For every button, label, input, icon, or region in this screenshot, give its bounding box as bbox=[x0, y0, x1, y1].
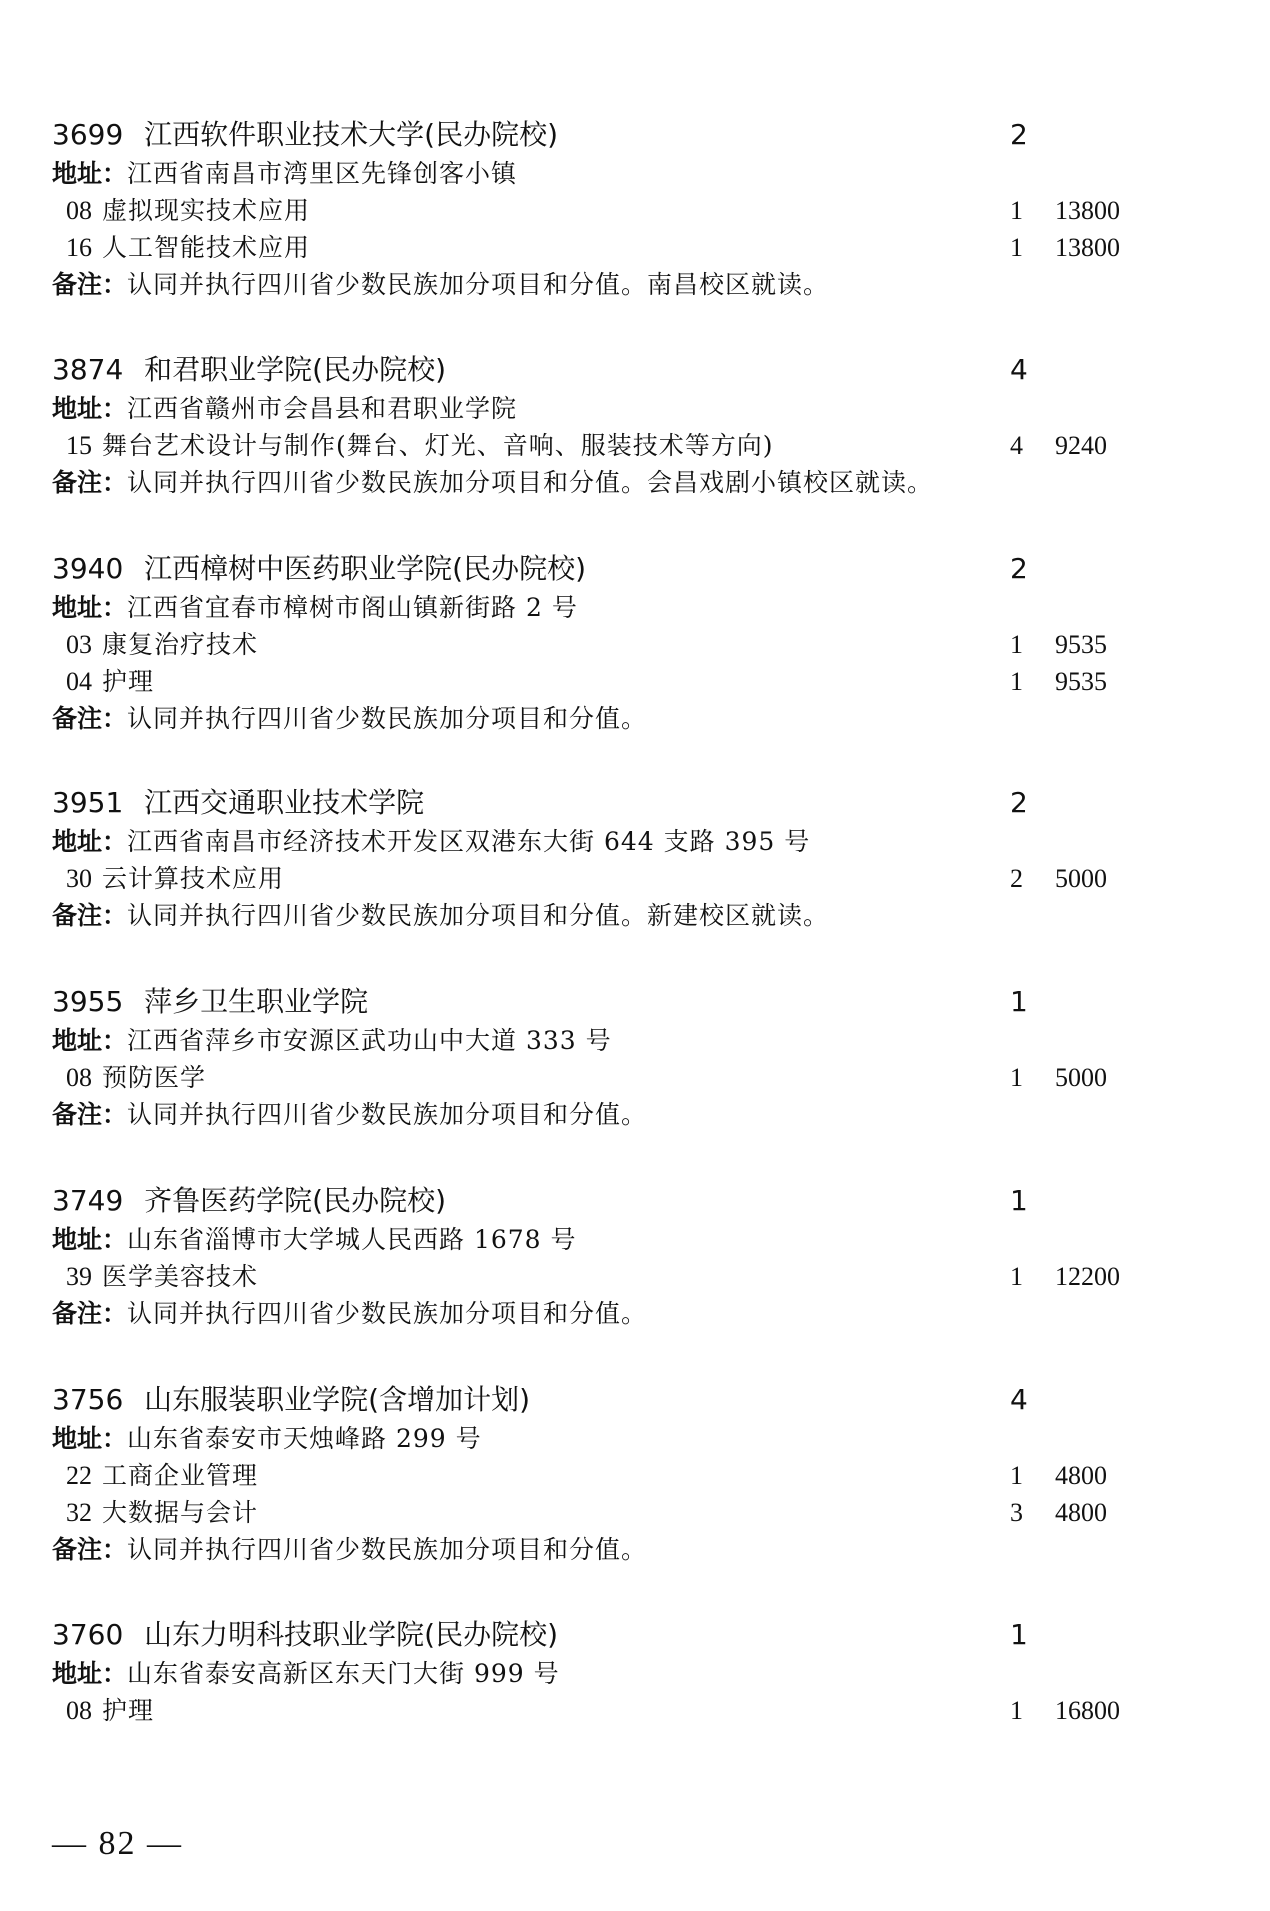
address-label: 地址： bbox=[52, 593, 128, 622]
address-text: 江西省萍乡市安源区武功山中大道 333 号 bbox=[127, 1026, 612, 1055]
note-label: 备注： bbox=[52, 1535, 128, 1564]
address-label: 地址： bbox=[52, 1659, 128, 1688]
school-total: 1 bbox=[1010, 985, 1028, 1018]
address-label: 地址： bbox=[52, 1026, 128, 1055]
major-row bbox=[52, 1494, 1212, 1531]
school-name: 山东力明科技职业学院(民办院校) bbox=[144, 1618, 559, 1651]
note-text: 认同并执行四川省少数民族加分项目和分值。 bbox=[127, 1535, 648, 1564]
school-total: 4 bbox=[1010, 353, 1028, 386]
note-line bbox=[52, 464, 1212, 501]
school-header bbox=[52, 783, 1212, 823]
school-entry bbox=[52, 1615, 1212, 1729]
major-count: 1 bbox=[1010, 1461, 1023, 1490]
note-line bbox=[52, 1096, 1212, 1133]
address-line bbox=[52, 1420, 1212, 1457]
address-line bbox=[52, 155, 1212, 192]
school-entry bbox=[52, 549, 1212, 737]
address-line bbox=[52, 1221, 1212, 1258]
major-row bbox=[52, 663, 1212, 700]
school-entry bbox=[52, 783, 1212, 934]
note-line bbox=[52, 1531, 1212, 1568]
major-name: 医学美容技术 bbox=[102, 1262, 259, 1291]
note-label: 备注： bbox=[52, 901, 128, 930]
major-name: 康复治疗技术 bbox=[102, 630, 259, 659]
major-fee: 5000 bbox=[1055, 1063, 1107, 1092]
school-total: 1 bbox=[1010, 1184, 1028, 1217]
address-text: 山东省泰安高新区东天门大街 999 号 bbox=[127, 1659, 560, 1688]
school-entry bbox=[52, 982, 1212, 1133]
major-name: 人工智能技术应用 bbox=[102, 233, 311, 262]
address-text: 山东省淄博市大学城人民西路 1678 号 bbox=[127, 1225, 577, 1254]
note-line bbox=[52, 266, 1212, 303]
note-label: 备注： bbox=[52, 704, 128, 733]
major-count: 1 bbox=[1010, 1696, 1023, 1725]
major-name: 云计算技术应用 bbox=[102, 864, 285, 893]
address-text: 山东省泰安市天烛峰路 299 号 bbox=[127, 1424, 482, 1453]
major-code: 03 bbox=[66, 630, 92, 659]
school-entry bbox=[52, 115, 1212, 303]
major-fee: 9240 bbox=[1055, 431, 1107, 460]
address-text: 江西省南昌市经济技术开发区双港东大街 644 支路 395 号 bbox=[127, 827, 811, 856]
major-fee: 4800 bbox=[1055, 1461, 1107, 1490]
school-code: 3756 bbox=[52, 1383, 124, 1416]
address-line bbox=[52, 1655, 1212, 1692]
major-code: 16 bbox=[66, 233, 92, 262]
major-count: 1 bbox=[1010, 667, 1023, 696]
school-code: 3955 bbox=[52, 985, 124, 1018]
note-text: 认同并执行四川省少数民族加分项目和分值。 bbox=[127, 1100, 648, 1129]
school-header bbox=[52, 1181, 1212, 1221]
school-name: 萍乡卫生职业学院 bbox=[144, 985, 369, 1018]
major-fee: 13800 bbox=[1055, 196, 1120, 225]
school-entry bbox=[52, 1181, 1212, 1332]
major-fee: 12200 bbox=[1055, 1262, 1120, 1291]
major-row bbox=[52, 1692, 1212, 1729]
major-code: 08 bbox=[66, 1696, 92, 1725]
school-code: 3874 bbox=[52, 353, 124, 386]
school-name: 江西樟树中医药职业学院(民办院校) bbox=[144, 552, 587, 585]
major-row bbox=[52, 860, 1212, 897]
major-name: 大数据与会计 bbox=[102, 1498, 259, 1527]
address-line bbox=[52, 1022, 1212, 1059]
major-count: 1 bbox=[1010, 630, 1023, 659]
major-code: 08 bbox=[66, 196, 92, 225]
major-code: 04 bbox=[66, 667, 92, 696]
major-name: 护理 bbox=[102, 667, 155, 696]
major-count: 3 bbox=[1010, 1498, 1023, 1527]
major-code: 39 bbox=[66, 1262, 92, 1291]
note-label: 备注： bbox=[52, 1299, 128, 1328]
major-code: 08 bbox=[66, 1063, 92, 1092]
note-text: 认同并执行四川省少数民族加分项目和分值。会昌戏剧小镇校区就读。 bbox=[127, 468, 934, 497]
major-count: 1 bbox=[1010, 196, 1023, 225]
major-row bbox=[52, 229, 1212, 266]
address-text: 江西省赣州市会昌县和君职业学院 bbox=[127, 394, 518, 423]
note-line bbox=[52, 1295, 1212, 1332]
school-header bbox=[52, 982, 1212, 1022]
school-header bbox=[52, 549, 1212, 589]
school-name: 江西交通职业技术学院 bbox=[144, 786, 425, 819]
major-name: 舞台艺术设计与制作(舞台、灯光、音响、服装技术等方向) bbox=[102, 431, 774, 460]
school-name: 山东服装职业学院(含增加计划) bbox=[144, 1383, 531, 1416]
note-line bbox=[52, 700, 1212, 737]
note-label: 备注： bbox=[52, 1100, 128, 1129]
address-line bbox=[52, 589, 1212, 626]
address-label: 地址： bbox=[52, 159, 128, 188]
school-code: 3749 bbox=[52, 1184, 124, 1217]
major-code: 32 bbox=[66, 1498, 92, 1527]
note-label: 备注： bbox=[52, 270, 128, 299]
address-line bbox=[52, 390, 1212, 427]
school-header bbox=[52, 115, 1212, 155]
major-name: 虚拟现实技术应用 bbox=[102, 196, 311, 225]
school-code: 3951 bbox=[52, 786, 124, 819]
major-row bbox=[52, 626, 1212, 663]
address-label: 地址： bbox=[52, 1424, 128, 1453]
major-count: 1 bbox=[1010, 1262, 1023, 1291]
major-code: 15 bbox=[66, 431, 92, 460]
major-fee: 4800 bbox=[1055, 1498, 1107, 1527]
major-count: 2 bbox=[1010, 864, 1023, 893]
major-code: 30 bbox=[66, 864, 92, 893]
major-fee: 5000 bbox=[1055, 864, 1107, 893]
school-entry bbox=[52, 1380, 1212, 1568]
note-label: 备注： bbox=[52, 468, 128, 497]
major-count: 1 bbox=[1010, 1063, 1023, 1092]
major-row bbox=[52, 192, 1212, 229]
school-total: 4 bbox=[1010, 1383, 1028, 1416]
major-fee: 9535 bbox=[1055, 630, 1107, 659]
address-line bbox=[52, 823, 1212, 860]
note-text: 认同并执行四川省少数民族加分项目和分值。新建校区就读。 bbox=[127, 901, 830, 930]
major-row bbox=[52, 1457, 1212, 1494]
major-name: 预防医学 bbox=[102, 1063, 207, 1092]
note-text: 认同并执行四川省少数民族加分项目和分值。南昌校区就读。 bbox=[127, 270, 830, 299]
major-row bbox=[52, 1258, 1212, 1295]
major-fee: 13800 bbox=[1055, 233, 1120, 262]
school-total: 2 bbox=[1010, 786, 1028, 819]
major-count: 4 bbox=[1010, 431, 1023, 460]
school-header bbox=[52, 1615, 1212, 1655]
school-total: 2 bbox=[1010, 552, 1028, 585]
school-entry bbox=[52, 350, 1212, 501]
note-line bbox=[52, 897, 1212, 934]
major-code: 22 bbox=[66, 1461, 92, 1490]
school-total: 1 bbox=[1010, 1618, 1028, 1651]
school-code: 3940 bbox=[52, 552, 124, 585]
address-label: 地址： bbox=[52, 1225, 128, 1254]
major-fee: 16800 bbox=[1055, 1696, 1120, 1725]
school-code: 3699 bbox=[52, 118, 124, 151]
major-count: 1 bbox=[1010, 233, 1023, 262]
school-header bbox=[52, 1380, 1212, 1420]
address-text: 江西省南昌市湾里区先锋创客小镇 bbox=[127, 159, 518, 188]
note-text: 认同并执行四川省少数民族加分项目和分值。 bbox=[127, 1299, 648, 1328]
address-text: 江西省宜春市樟树市阁山镇新街路 2 号 bbox=[127, 593, 578, 622]
address-label: 地址： bbox=[52, 394, 128, 423]
major-name: 护理 bbox=[102, 1696, 155, 1725]
school-header bbox=[52, 350, 1212, 390]
major-name: 工商企业管理 bbox=[102, 1461, 259, 1490]
school-name: 江西软件职业技术大学(民办院校) bbox=[144, 118, 559, 151]
school-total: 2 bbox=[1010, 118, 1028, 151]
major-fee: 9535 bbox=[1055, 667, 1107, 696]
address-label: 地址： bbox=[52, 827, 128, 856]
page-number: — 82 — bbox=[52, 1825, 183, 1862]
school-name: 齐鲁医药学院(民办院校) bbox=[144, 1184, 447, 1217]
note-text: 认同并执行四川省少数民族加分项目和分值。 bbox=[127, 704, 648, 733]
major-row bbox=[52, 427, 1212, 464]
school-code: 3760 bbox=[52, 1618, 124, 1651]
school-name: 和君职业学院(民办院校) bbox=[144, 353, 447, 386]
major-row bbox=[52, 1059, 1212, 1096]
